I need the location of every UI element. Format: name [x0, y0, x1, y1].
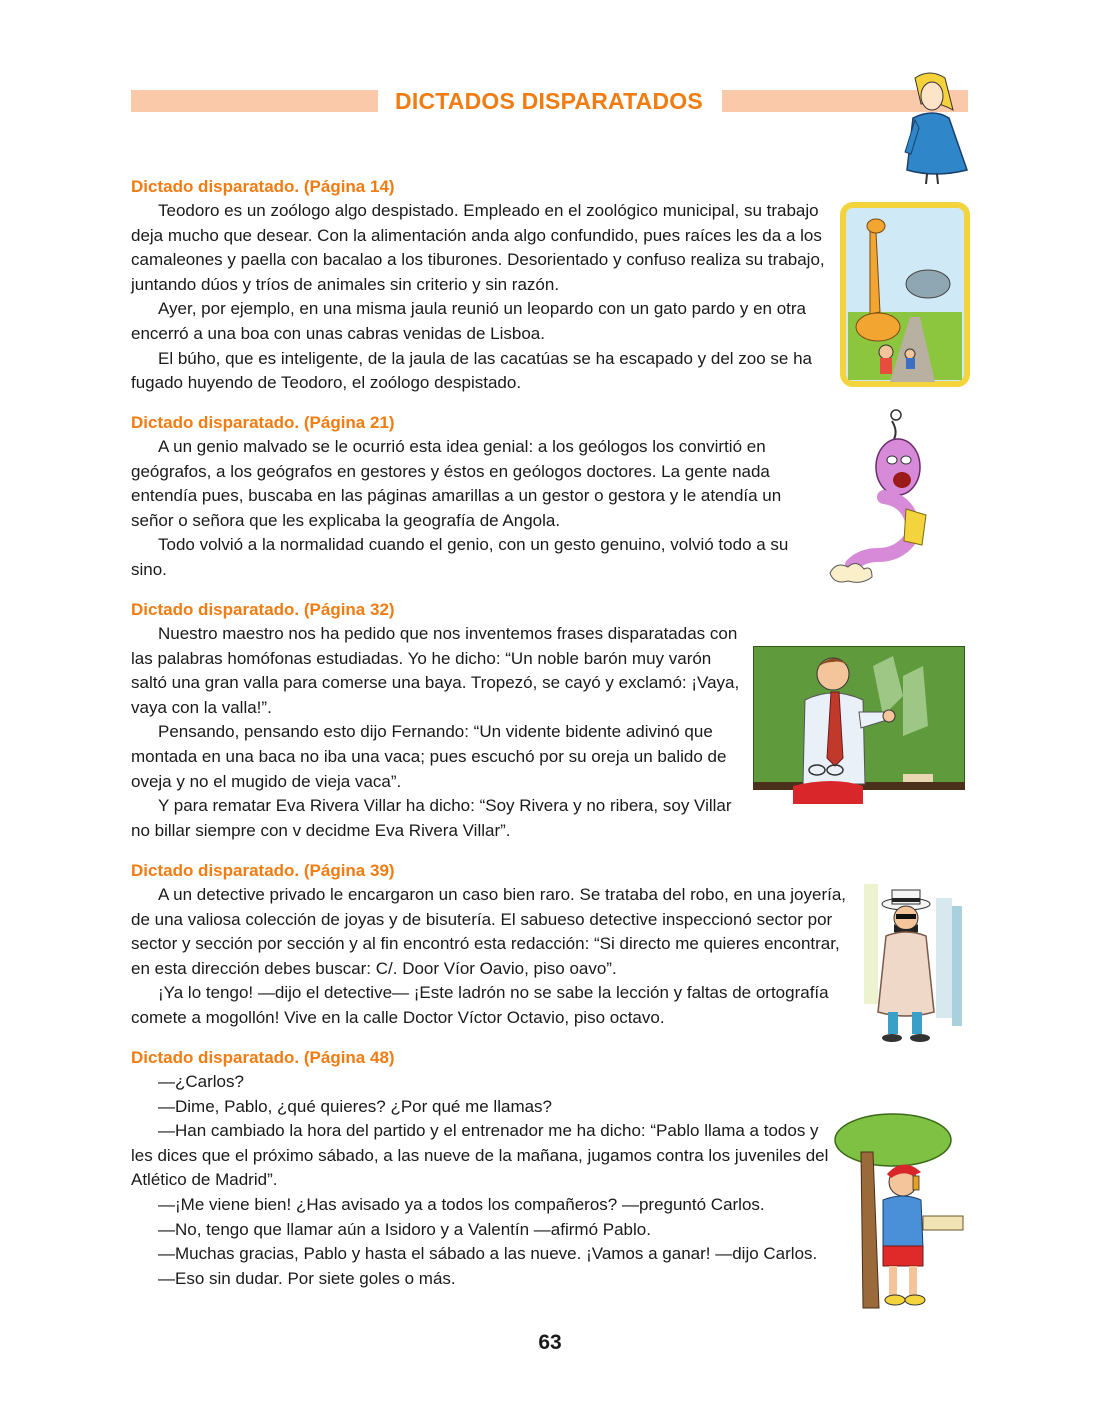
section-title: Dictado disparatado. (Página 14)	[131, 177, 395, 196]
genie-illustration	[822, 405, 952, 590]
section-pagina-21	[131, 411, 796, 583]
section-pagina-48	[131, 1046, 831, 1291]
section-pagina-14	[131, 175, 836, 396]
paragraph: —Dime, Pablo, ¿qué quieres? ¿Por qué me llamas?	[158, 1096, 553, 1116]
paragraph: —No, tengo que llamar aún a Isidoro y a Valentín —afirmó Pablo.	[158, 1219, 651, 1239]
paragraph: Nuestro maestro nos ha pedido que nos inventemos frases disparatadas con las palabras homófonas estudiadas. Yo he dicho: “Un noble barón muy varón saltó una gran valla para comerse una baya. Tropezó, se cayó y exclamó: ¡Vaya, vaya con la valla!”.	[131, 624, 740, 717]
detective-illustration	[858, 878, 970, 1046]
paragraph: A un detective privado le encargaron un caso bien raro. Se trataba del robo, en una joyería, de una valiosa colección de joyas y de bisutería. El sabueso detective inspeccionó sector por sector y sección por sección y al fin encontró esta redacción: “Si directo me quieres encontrar, en esta dirección debes buscar: C/. Door Víor Oavio, piso oavo”.	[131, 885, 847, 978]
paragraph: —Han cambiado la hora del partido y el entrenador me ha dicho: “Pablo llama a todos y les dices que el próximo sábado, a las nueve de la mañana, jugamos contra los juveniles del Atlético de Madrid”.	[131, 1121, 829, 1190]
section-pagina-32	[131, 598, 741, 843]
page-number: 63	[538, 1331, 562, 1354]
paragraph: Teodoro es un zoólogo algo despistado. Empleado en el zoológico municipal, su trabajo deja mucho que desear. Con la alimentación anda algo confundido, pues raíces les da a los camaleones y paella con bacalao a los tiburones. Desorientado y confuso realiza su trabajo, juntando dúos y tríos de animales sin criterio y sin razón.	[131, 201, 825, 294]
paragraph: A un genio malvado se le ocurrió esta idea genial: a los geólogos los convirtió en geógrafos, a los geógrafos en gestores y éstos en geólogos doctores. La gente nada entendía pues, buscaba en las páginas amarillas a un gestor o gestora y le atendía un señor o señora que les explicaba la geografía de Angola.	[131, 437, 782, 530]
girl-illustration	[885, 70, 975, 185]
section-title: Dictado disparatado. (Página 21)	[131, 413, 395, 432]
boy-phone-tree-illustration	[833, 1112, 968, 1312]
zoo-giraffe-illustration	[840, 202, 970, 387]
paragraph: —Eso sin dudar. Por siete goles o más.	[158, 1268, 456, 1288]
paragraph: —¡Me viene bien! ¿Has avisado ya a todos los compañeros? —preguntó Carlos.	[158, 1194, 765, 1214]
header-band-left	[131, 90, 378, 112]
paragraph: El búho, que es inteligente, de la jaula de las cacatúas se ha escapado y del zoo se ha fugado huyendo de Teodoro, el zoólogo despistado.	[131, 348, 813, 393]
section-pagina-39	[131, 859, 851, 1031]
paragraph: ¡Ya lo tengo! —dijo el detective— ¡Este ladrón no se sabe la lección y faltas de ortografía comete a mogollón! Vive en la calle Doctor Víctor Octavio, piso octavo.	[131, 983, 829, 1027]
section-title: Dictado disparatado. (Página 48)	[131, 1048, 395, 1067]
section-title: Dictado disparatado. (Página 39)	[131, 861, 395, 880]
paragraph: Pensando, pensando esto dijo Fernando: “Un vidente bidente adivinó que montada en una baca no iba una vaca; pues escuchó por su oreja un balido de oveja y no el mugido de vieja vaca”.	[131, 722, 727, 791]
paragraph: Y para rematar Eva Rivera Villar ha dicho: “Soy Rivera y no ribera, soy Villar no billar siempre con v decidme Eva Rivera Villar”.	[131, 796, 732, 840]
paragraph: —Muchas gracias, Pablo y hasta el sábado a las nueve. ¡Vamos a ganar! —dijo Carlos.	[158, 1244, 818, 1264]
teacher-illustration	[753, 646, 965, 804]
paragraph: —¿Carlos?	[158, 1072, 244, 1091]
section-title: Dictado disparatado. (Página 32)	[131, 600, 395, 619]
paragraph: Todo volvió a la normalidad cuando el genio, con un gesto genuino, volvió todo a su sino.	[131, 535, 789, 579]
paragraph: Ayer, por ejemplo, en una misma jaula reunió un leopardo con un gato pardo y en otra encerró a una boa con unas cabras venidas de Lisboa.	[131, 299, 806, 343]
page-title: DICTADOS DISPARATADOS	[378, 84, 720, 118]
